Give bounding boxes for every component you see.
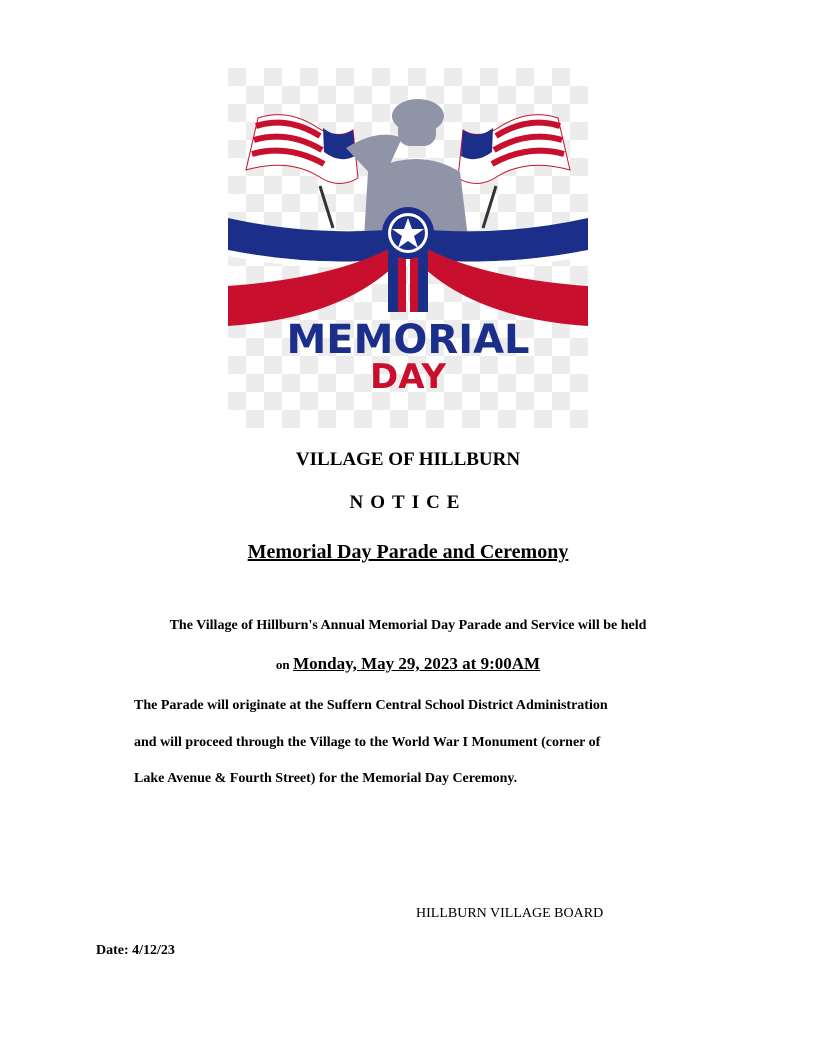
route-line-1: The Parade will originate at the Suffern Central School District Administration	[134, 698, 608, 713]
memorial-day-logo	[228, 68, 588, 428]
event-title: Memorial Day Parade and Ceremony	[247, 541, 569, 563]
star-medallion-icon	[382, 207, 434, 259]
organization-heading: VILLAGE OF HILLBURN	[295, 449, 521, 470]
route-line-2: and will proceed through the Village to the World War I Monument (corner of	[134, 735, 601, 750]
intro-paragraph: The Village of Hillburn's Annual Memorial Day Parade and Service will be held	[169, 618, 647, 633]
event-date: Monday, May 29, 2023 at 9:00AM	[293, 654, 541, 673]
document-date: Date: 4/12/23	[96, 943, 175, 958]
event-date-line	[0, 654, 816, 674]
signature: HILLBURN VILLAGE BOARD	[416, 906, 604, 921]
logo-word-day: DAY	[370, 357, 446, 397]
route-line-3: Lake Avenue & Fourth Street) for the Memorial Day Ceremony.	[134, 771, 518, 786]
notice-heading: NOTICE	[349, 492, 467, 513]
logo-word-memorial: MEMORIAL	[286, 317, 530, 363]
on-word: on	[275, 657, 290, 672]
